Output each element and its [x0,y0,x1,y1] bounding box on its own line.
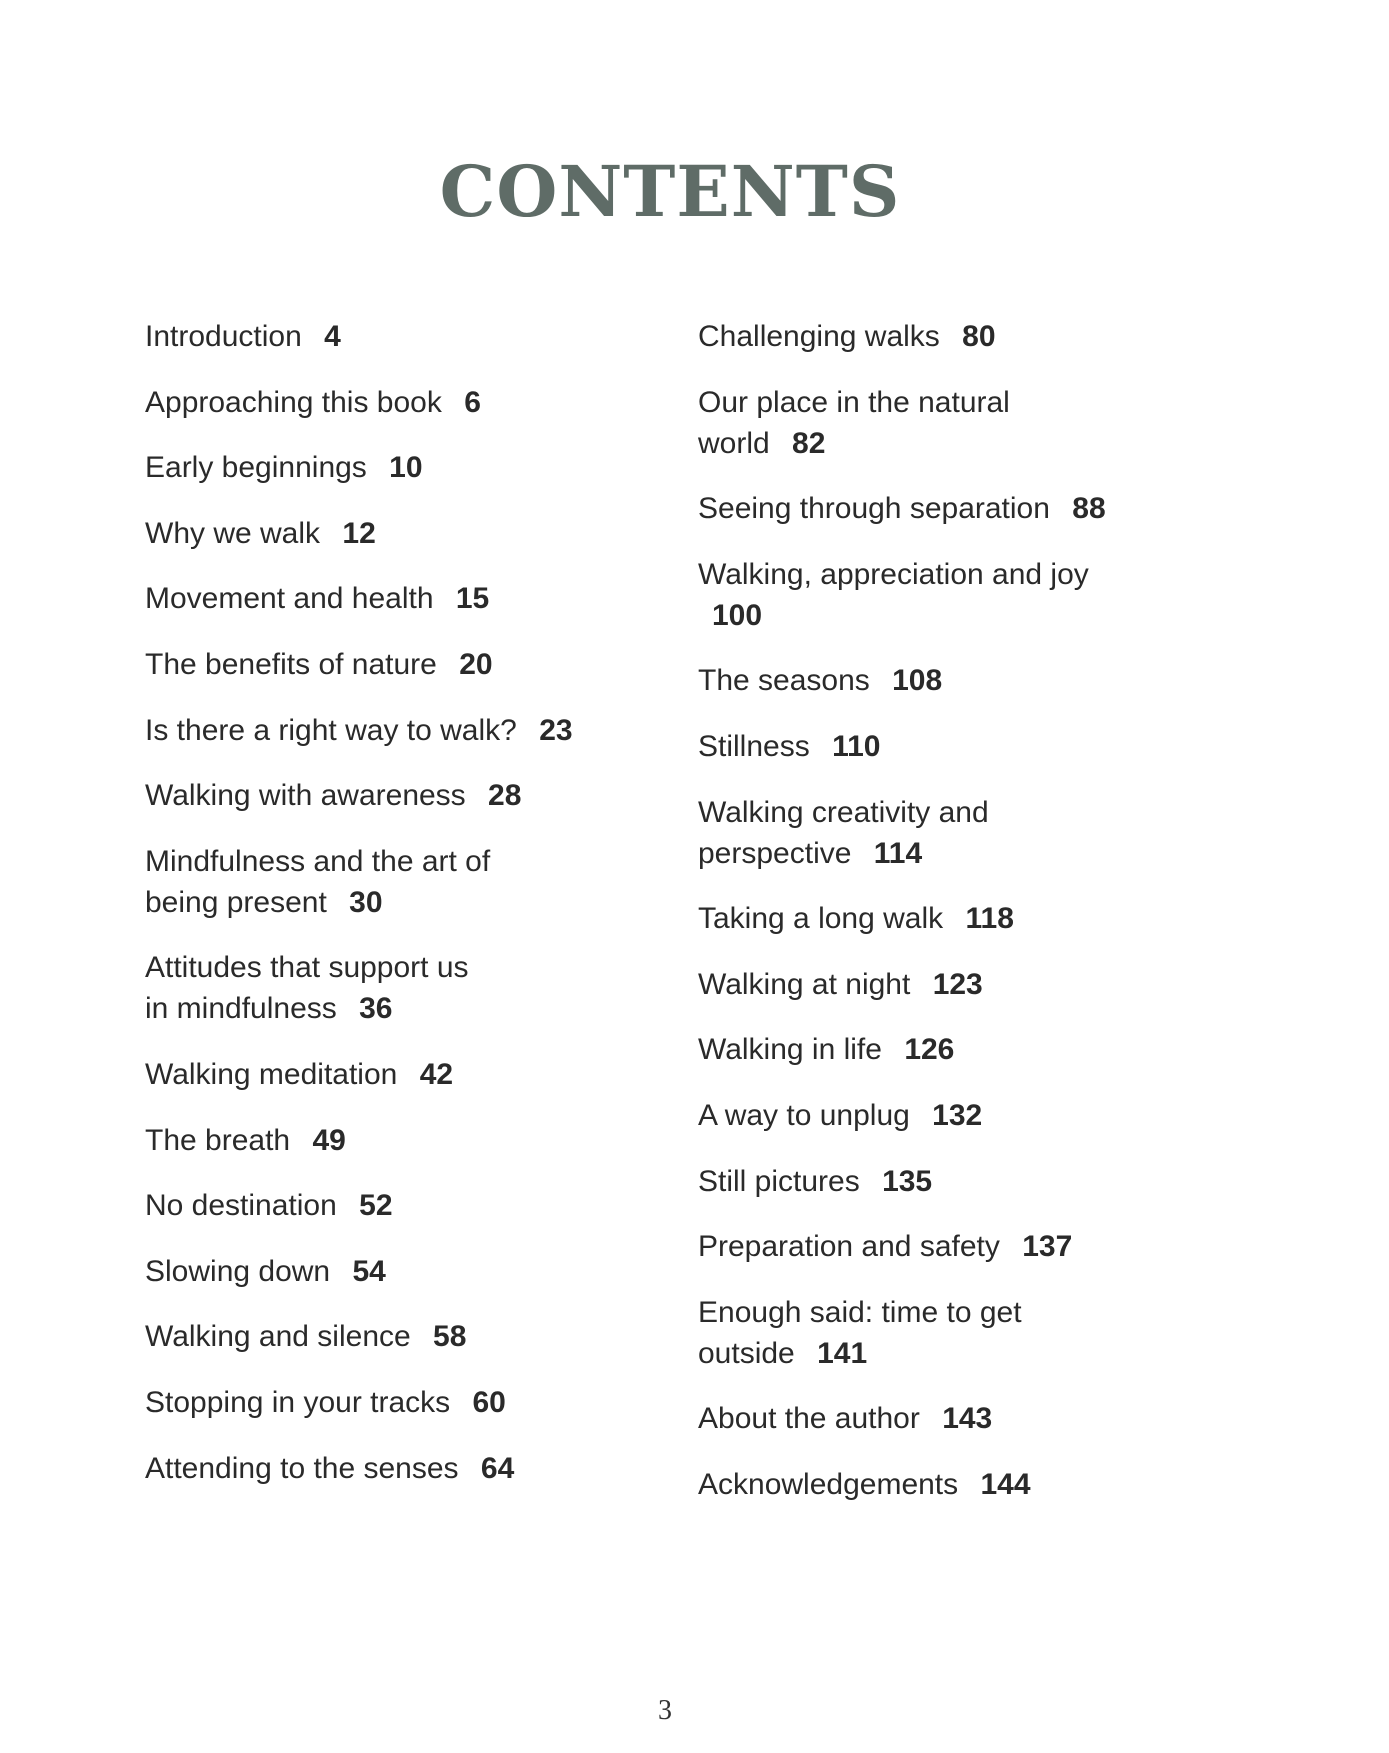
toc-entry-page: 110 [832,729,881,763]
toc-entry-title: Walking and silence [145,1320,411,1354]
toc-entry-title: Our place in the natural world [698,385,1010,460]
toc-entry[interactable] [145,316,635,357]
toc-entry-title: Slowing down [145,1254,331,1288]
toc-entry[interactable] [698,554,1098,636]
toc-entry-page: 80 [962,320,996,353]
toc-entry-title: Walking meditation [145,1057,398,1091]
toc-entry[interactable] [145,841,495,923]
toc-entry-title: Enough said: time to get outside [698,1295,1022,1370]
contents-right-column [698,316,1178,1530]
toc-entry-title: Stillness [698,729,810,763]
toc-entry-page: 137 [1022,1230,1073,1264]
toc-entry[interactable] [145,1448,635,1489]
toc-entry[interactable] [145,710,635,751]
toc-entry[interactable] [698,488,1178,529]
toc-entry-page: 82 [792,426,826,460]
toc-entry-page: 42 [419,1057,454,1091]
toc-entry-page: 30 [349,885,383,919]
toc-entry-page: 126 [904,1033,955,1067]
toc-entry-page: 23 [539,713,573,747]
toc-entry-page: 144 [980,1467,1031,1501]
toc-entry-page: 114 [873,836,923,870]
toc-entry-page: 52 [359,1189,393,1223]
toc-entry[interactable] [145,1251,635,1292]
toc-entry-page: 58 [433,1320,467,1354]
toc-entry[interactable] [145,1316,635,1357]
toc-entry[interactable] [145,1382,635,1423]
toc-entry[interactable] [698,898,1178,939]
toc-entry[interactable] [698,1161,1178,1202]
toc-entry-title: Walking creativity and perspective [698,795,989,870]
toc-entry-title: Walking, appreciation and joy [698,557,1089,591]
toc-entry-title: Early beginnings [145,451,367,485]
toc-entry-page: 132 [932,1098,983,1132]
toc-entry[interactable] [145,513,635,554]
toc-entry-title: Attending to the senses [145,1451,459,1485]
toc-entry[interactable] [698,726,1178,767]
contents-left-column [145,316,635,1513]
toc-entry-page: 118 [965,902,1014,936]
toc-entry-page: 54 [352,1254,386,1288]
toc-entry[interactable] [698,1226,1178,1267]
toc-entry[interactable] [698,382,1018,464]
toc-entry[interactable] [698,316,1178,357]
toc-entry[interactable] [145,947,485,1029]
toc-entry-title: Walking at night [698,967,911,1001]
toc-entry-title: The breath [145,1123,291,1157]
toc-entry-page: 36 [359,992,393,1026]
toc-entry-title: Why we walk [145,516,321,550]
toc-entry-title: Taking a long walk [698,902,944,936]
toc-entry-page: 10 [389,451,423,485]
toc-entry-title: Attitudes that support us in mindfulness [145,951,469,1026]
toc-entry[interactable] [698,1398,1178,1439]
toc-entry-title: Seeing through separation [698,492,1050,526]
toc-entry-title: Is there a right way to walk? [145,713,517,747]
toc-entry[interactable] [698,964,1178,1005]
toc-entry-title: A way to unplug [698,1098,910,1132]
toc-entry[interactable] [698,1029,1178,1070]
toc-entry[interactable] [698,1095,1178,1136]
toc-entry-title: Preparation and safety [698,1230,1000,1264]
toc-entry-page: 15 [455,582,490,616]
toc-entry-page: 141 [817,1336,868,1370]
toc-entry[interactable] [698,660,1178,701]
toc-entry[interactable] [145,1120,635,1161]
toc-entry[interactable] [145,578,635,619]
toc-entry-page: 20 [459,647,493,681]
toc-entry-page: 49 [312,1123,346,1157]
toc-entry-title: Walking with awareness [145,779,466,813]
toc-entry-title: Movement and health [145,582,434,616]
toc-entry-title: Challenging walks [698,320,940,353]
toc-entry-page: 88 [1072,492,1106,526]
toc-entry-title: Approaching this book [145,385,442,419]
page-number: 3 [658,1695,672,1726]
toc-entry-page: 6 [464,385,481,419]
toc-entry-title: Mindfulness and the art of being present [145,844,491,919]
toc-entry-page: 108 [892,664,943,698]
toc-entry[interactable] [698,1464,1178,1505]
toc-entry-page: 64 [480,1451,515,1485]
toc-entry-title: Introduction [145,320,302,353]
toc-entry-title: Stopping in your tracks [145,1385,451,1419]
toc-entry[interactable] [145,775,635,816]
toc-entry-page: 28 [488,779,522,813]
toc-entry-title: Acknowledgements [698,1467,959,1501]
toc-entry-title: The benefits of nature [145,647,437,681]
toc-entry-page: 60 [472,1385,506,1419]
toc-entry[interactable] [698,792,998,874]
toc-entry-title: Still pictures [698,1164,860,1198]
page-title: CONTENTS [439,150,901,233]
toc-entry-page: 143 [942,1402,993,1436]
toc-entry[interactable] [145,1185,635,1226]
toc-entry-page: 123 [932,967,983,1001]
toc-entry[interactable] [145,644,635,685]
toc-entry-title: Walking in life [698,1033,882,1067]
toc-entry-title: About the author [698,1402,920,1436]
toc-entry[interactable] [145,1054,635,1095]
toc-entry-page: 135 [882,1164,933,1198]
toc-entry[interactable] [145,447,635,488]
toc-entry-page: 12 [342,516,376,550]
toc-entry-page: 100 [712,598,763,632]
toc-entry[interactable] [698,1292,1028,1374]
toc-entry-page: 4 [324,320,341,353]
toc-entry-title: No destination [145,1189,337,1223]
toc-entry-title: The seasons [698,664,870,698]
toc-entry[interactable] [145,382,635,423]
